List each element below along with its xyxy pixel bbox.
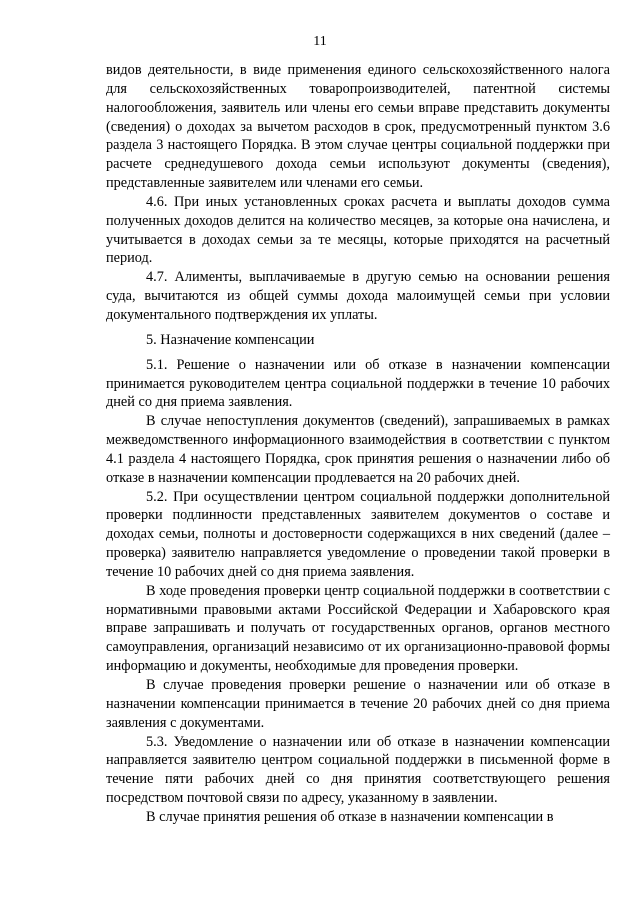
paragraph-5-1-extension: В случае непоступления документов (сведений), запрашиваемых в рамках межведомственного информационного взаимодействия в соответствии с пунктом 4.1 раздела 4 настоящего Порядка, срок принятия решения о назначении либо об отказе в назначении компенсации продлевается на 20 рабочих дней. <box>106 413 610 486</box>
page-number: 11 <box>313 34 327 49</box>
paragraph-5-2-decision: В случае проведения проверки решение о назначении или об отказе в назначении компенсации принимается в течение 20 рабочих дней со дня приема заявления с документами. <box>106 677 610 731</box>
section-5-heading: 5. Назначение компенсации <box>146 331 315 348</box>
paragraph-4-6: 4.6. При иных установленных сроках расчета и выплаты доходов сумма полученных доходов делится на количество месяцев, за которые она начислена, и учитывается в доходах семьи за те месяцы, которые приходятся на расчетный период. <box>106 193 610 267</box>
paragraph-5-3: 5.3. Уведомление о назначении или об отказе в назначении компенсации направляется заявителю центром социальной поддержки в письменной форме в течение пяти рабочих дней со дня принятия соответствующего решения посредством почтовой связи по адресу, указанному в заявлении. <box>106 733 610 807</box>
paragraph-continuation: видов деятельности, в виде применения единого сельскохозяйственного налога для сельскохозяйственных товаропроизводителей, патентной системы налогообложения, заявитель или члены его семьи вправе представить документы (сведения) о доходах за вычетом расходов в срок, предусмотренный пунктом 3.6 раздела 3 настоящего Порядка. В этом случае центры социальной поддержки при расчете среднедушевого дохода семьи используют документы (сведения), представленные заявителем или членами его семьи. <box>106 62 610 192</box>
document-body <box>106 61 610 827</box>
paragraph-5-2-inspection: В ходе проведения проверки центр социальной поддержки в соответствии с нормативными правовыми актами Российской Федерации и Хабаровского края вправе запрашивать и получать от государственных органов, органов местного самоуправления, организаций независимо от их организационно-правовой формы информацию и документы, необходимые для проведения проверки. <box>106 582 610 675</box>
paragraph-4-7: 4.7. Алименты, выплачиваемые в другую семью на основании решения суда, вычитаются из общей суммы дохода малоимущей семьи при условии документального подтверждения их уплаты. <box>106 269 610 323</box>
paragraph-5-3-refusal: В случае принятия решения об отказе в назначении компенсации в <box>146 808 554 825</box>
paragraph-5-1: 5.1. Решение о назначении или об отказе в назначении компенсации принимается руководителем центра социальной поддержки в течение 10 рабочих дней со дня приема заявления. <box>106 356 610 411</box>
paragraph-5-2: 5.2. При осуществлении центром социальной поддержки дополнительной проверки подлинности представленных заявителем документов о составе и доходах семьи, полноты и достоверности содержащихся в них сведений (далее – проверка) заявителю направляется уведомление о проведении такой проверки в течение 10 рабочих дней со дня приема заявления. <box>106 488 610 580</box>
